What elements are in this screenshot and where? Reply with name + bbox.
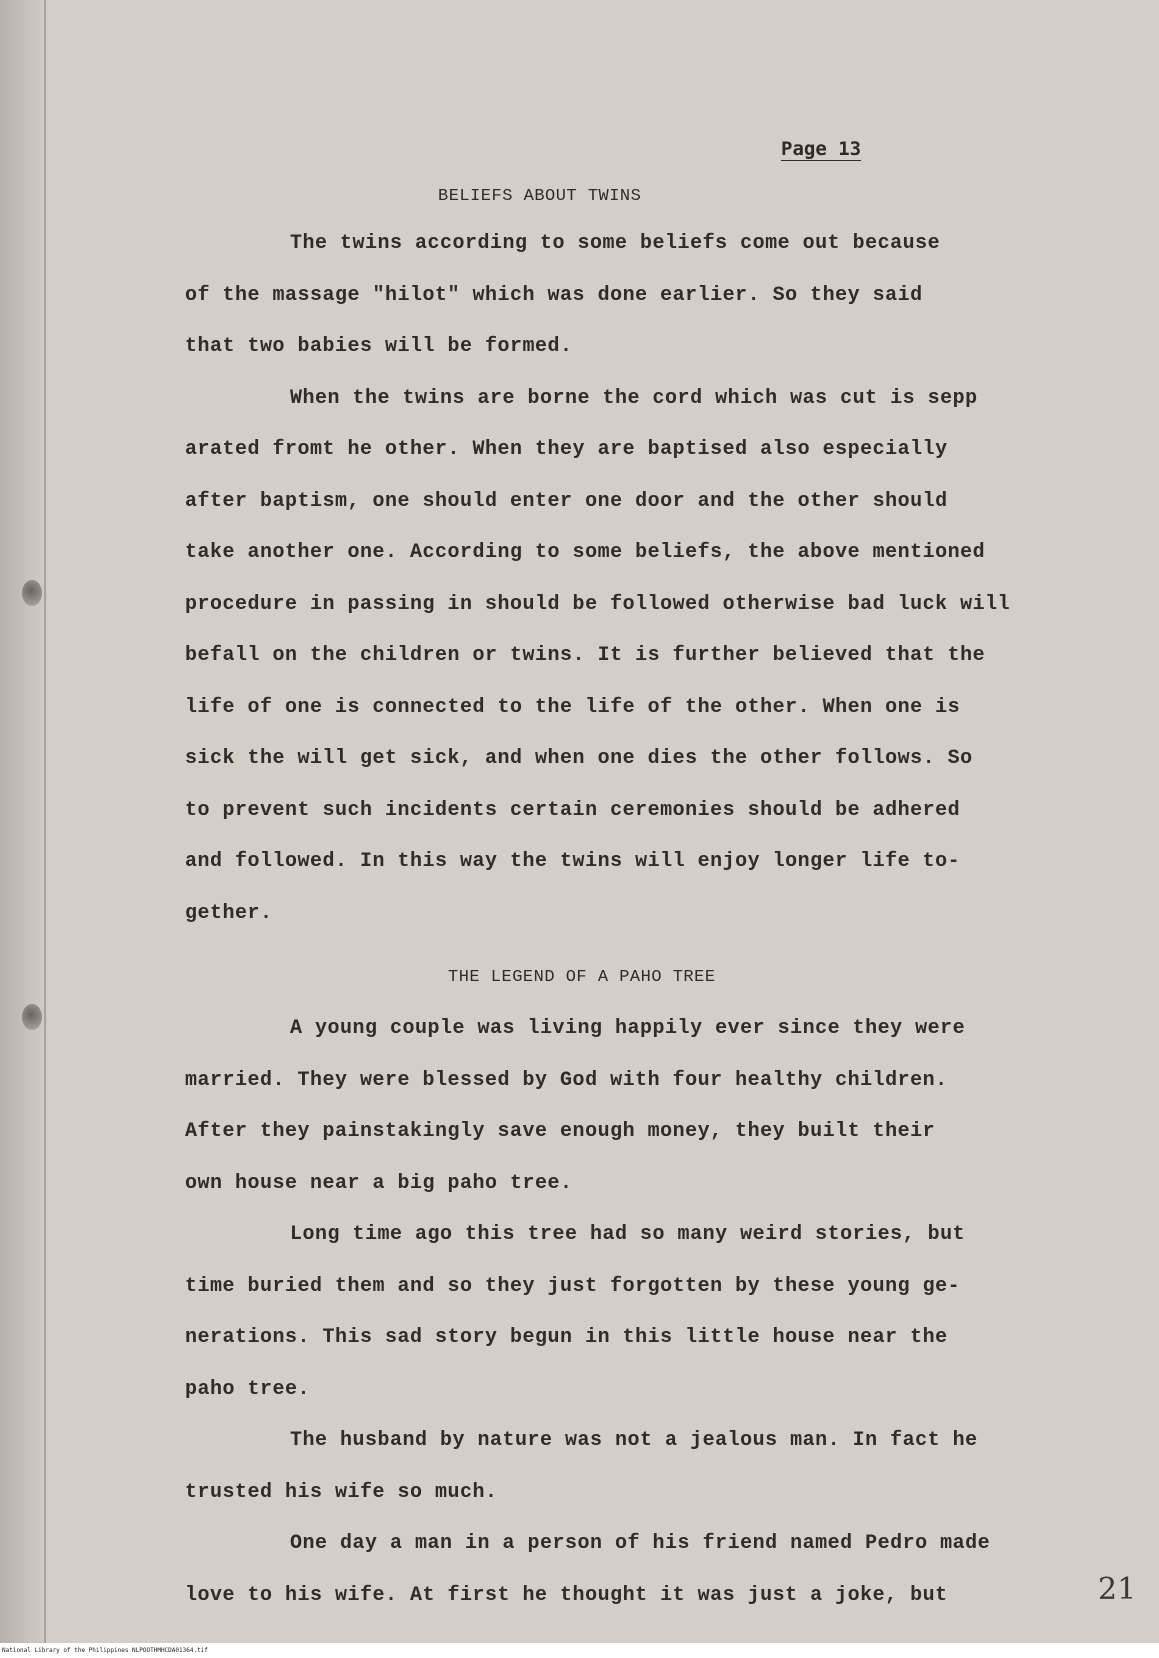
text-line: A young couple was living happily ever since they were	[290, 1017, 966, 1040]
text-line: The husband by nature was not a jealous man. In fact he	[290, 1429, 978, 1452]
text-line: trusted his wife so much.	[185, 1480, 498, 1504]
text-line: Long time ago this tree had so many weird stories, but	[290, 1223, 966, 1246]
section-body-twins	[185, 218, 1045, 939]
text-line: befall on the children or twins. It is further believed that the	[185, 644, 986, 667]
text-line: paho tree.	[185, 1377, 311, 1401]
text-line: to prevent such incidents certain ceremonies should be adhered	[185, 798, 961, 822]
page-number: Page 13	[781, 138, 862, 160]
scan-footer: National Library of the Philippines NLPOOTHMHCDA01364.tif	[0, 1643, 1159, 1658]
text-line: of the massage "hilot" which was done earlier. So they said	[185, 283, 923, 307]
text-line: sick the will get sick, and when one dies the other follows. So	[185, 747, 973, 770]
text-line: The twins according to some beliefs come out because	[290, 232, 941, 255]
binding-margin	[0, 0, 50, 1658]
text-line: arated fromt he other. When they are baptised also especially	[185, 438, 948, 461]
text-line: life of one is connected to the life of the other. When one is	[185, 695, 961, 719]
section-body-paho	[185, 1003, 1045, 1621]
text-line: nerations. This sad story begun in this little house near the	[185, 1326, 948, 1349]
text-line: after baptism, one should enter one door and the other should	[185, 489, 948, 513]
text-line: gether.	[185, 901, 273, 925]
text-line: After they painstakingly save enough money, they built their	[185, 1120, 936, 1143]
section-title-paho: THE LEGEND OF A PAHO TREE	[448, 968, 716, 987]
text-line: and followed. In this way the twins will enjoy longer life to-	[185, 850, 961, 873]
binding-edge	[44, 0, 46, 1658]
section-title-twins: BELIEFS ABOUT TWINS	[438, 187, 642, 206]
text-line: When the twins are borne the cord which was cut is sepp	[290, 386, 978, 410]
text-line: own house near a big paho tree.	[185, 1171, 573, 1195]
text-line: take another one. According to some beliefs, the above mentioned	[185, 541, 986, 564]
text-line: time buried them and so they just forgotten by these young ge-	[185, 1274, 961, 1298]
punch-hole	[22, 580, 42, 606]
text-line: that two babies will be formed.	[185, 335, 573, 358]
text-line: procedure in passing in should be followed otherwise bad luck will	[185, 592, 1011, 616]
text-line: love to his wife. At first he thought it was just a joke, but	[185, 1583, 948, 1607]
text-line: One day a man in a person of his friend named Pedro made	[290, 1532, 991, 1555]
punch-hole	[22, 1004, 42, 1030]
text-line: married. They were blessed by God with four healthy children.	[185, 1068, 948, 1092]
handwritten-page-mark: 21	[1098, 1572, 1137, 1607]
